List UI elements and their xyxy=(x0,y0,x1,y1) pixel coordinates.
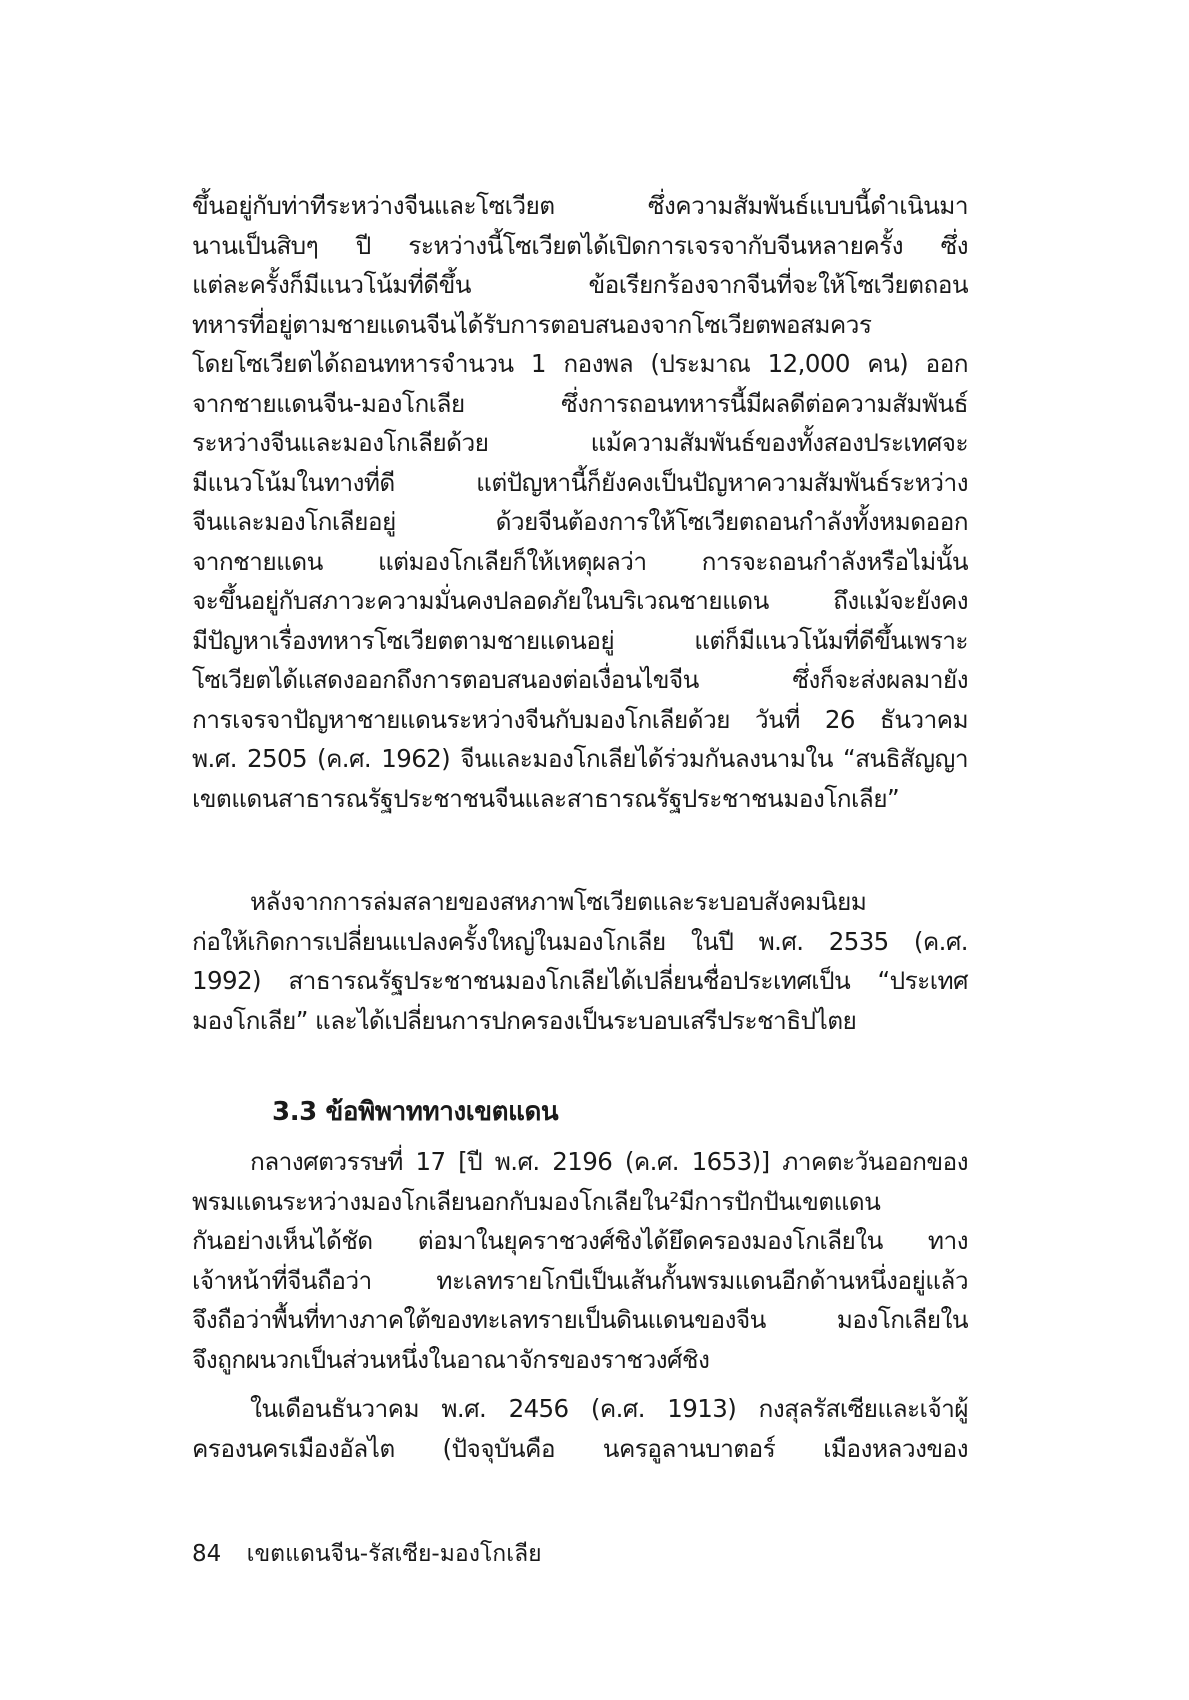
text-line: ครองนครเมืองอัลไต (ปัจจุบันคือ นครอูลานบาตอร์ เมืองหลวงของ xyxy=(192,1433,968,1463)
text-line: กลางศตวรรษที่ 17 [ปี พ.ศ. 2196 (ค.ศ. 1653)] ภาคตะวันออกของ xyxy=(250,1147,968,1176)
paragraph-1913 xyxy=(192,1389,968,1468)
text-line: 1992) สาธารณรัฐประชาชนมองโกเลียได้เปลี่ยนชื่อประเทศเป็น “ประเทศ xyxy=(192,966,968,995)
running-title: เขตแดนจีน-รัสเซีย-มองโกเลีย xyxy=(246,1541,542,1567)
text-line: จะขึ้นอยู่กับสภาวะความมั่นคงปลอดภัยในบริเวณชายแดน ถึงแม้จะยังคง xyxy=(192,586,968,615)
text-line: ในเดือนธันวาคม พ.ศ. 2456 (ค.ศ. 1913) กงสุลรัสเซียและเจ้าผู้ xyxy=(250,1394,968,1423)
text-line: ขึ้นอยู่กับท่าทีระหว่างจีนและโซเวียต ซึ่งความสัมพันธ์แบบนี้ดำเนินมา xyxy=(192,191,968,220)
text-line: การเจรจาปัญหาชายแดนระหว่างจีนกับมองโกเลียด้วย วันที่ 26 ธันวาคม xyxy=(192,704,968,734)
paragraph-continued xyxy=(192,186,968,818)
text-line: จึงถูกผนวกเป็นส่วนหนึ่งในอาณาจักรของราชวงศ์ชิง xyxy=(192,1344,710,1374)
text-line: จึงถือว่าพื้นที่ทางภาคใต้ของทะเลทรายเป็นดินแดนของจีน มองโกเลียใน xyxy=(192,1305,968,1334)
text-line: ทหารที่อยู่ตามชายแดนจีนได้รับการตอบสนองจากโซเวียตพอสมควร xyxy=(192,309,872,339)
text-line: หลังจากการล่มสลายของสหภาพโซเวียตและระบอบสังคมนิยม xyxy=(250,887,867,916)
text-line: นานเป็นสิบๆ ปี ระหว่างนี้โซเวียตได้เปิดการเจรจากับจีนหลายครั้ง ซึ่ง xyxy=(192,230,968,260)
text-line: ระหว่างจีนและมองโกเลียด้วย แม้ความสัมพันธ์ของทั้งสองประเทศจะ xyxy=(192,428,968,457)
text-line: แต่ละครั้งก็มีแนวโน้มที่ดีขึ้น ข้อเรียกร้องจากจีนที่จะให้โซเวียตถอน xyxy=(192,270,968,299)
text-line: กันอย่างเห็นได้ชัด ต่อมาในยุคราชวงศ์ชิงได้ยึดครองมองโกเลียใน ทาง xyxy=(192,1226,968,1255)
text-line: โซเวียตได้แสดงออกถึงการตอบสนองต่อเงื่อนไขจีน ซึ่งก็จะส่งผลมายัง xyxy=(192,665,968,694)
paragraph-17th-century xyxy=(192,1142,968,1379)
text-line: โดยโซเวียตได้ถอนทหารจำนวน 1 กองพล (ประมาณ 12,000 คน) ออก xyxy=(192,349,968,378)
text-line: เจ้าหน้าที่จีนถือว่า ทะเลทรายโกบีเป็นเส้นกั้นพรมแดนอีกด้านหนึ่งอยู่แล้ว xyxy=(192,1265,968,1295)
text-line: ก่อให้เกิดการเปลี่ยนแปลงครั้งใหญ่ในมองโกเลีย ในปี พ.ศ. 2535 (ค.ศ. xyxy=(192,926,968,956)
text-line: มีแนวโน้มในทางที่ดี แต่ปัญหานี้ก็ยังคงเป็นปัญหาความสัมพันธ์ระหว่าง xyxy=(192,467,968,497)
text-line: จากชายแดน แต่มองโกเลียก็ให้เหตุผลว่า การจะถอนกำลังหรือไม่นั้น xyxy=(192,546,968,576)
section-heading: 3.3 ข้อพิพาททางเขตแดน xyxy=(272,1097,559,1127)
text-line: จีนและมองโกเลียอยู่ ด้วยจีนต้องการให้โซเวียตถอนกำลังทั้งหมดออก xyxy=(192,507,968,536)
text-line: มีปัญหาเรื่องทหารโซเวียตตามชายแดนอยู่ แต่ก็มีแนวโน้มที่ดีขึ้นเพราะ xyxy=(192,625,968,655)
text-line: พ.ศ. 2505 (ค.ศ. 1962) จีนและมองโกเลียได้ร่วมกันลงนามใน “สนธิสัญญา xyxy=(192,744,968,773)
text-line: จากชายแดนจีน-มองโกเลีย ซึ่งการถอนทหารนี้มีผลดีต่อความสัมพันธ์ xyxy=(192,388,968,418)
text-line: พรมแดนระหว่างมองโกเลียนอกกับมองโกเลียใน²มีการปักปันเขตแดน xyxy=(192,1186,881,1216)
text-line: เขตแดนสาธารณรัฐประชาชนจีนและสาธารณรัฐประชาชนมองโกเลีย” xyxy=(192,783,900,813)
page-footer xyxy=(192,1539,542,1569)
paragraph-soviet-collapse xyxy=(192,882,968,1040)
text-line: มองโกเลีย” และได้เปลี่ยนการปกครองเป็นระบอบเสรีประชาธิปไตย xyxy=(192,1005,857,1035)
page-number: 84 xyxy=(192,1541,222,1567)
